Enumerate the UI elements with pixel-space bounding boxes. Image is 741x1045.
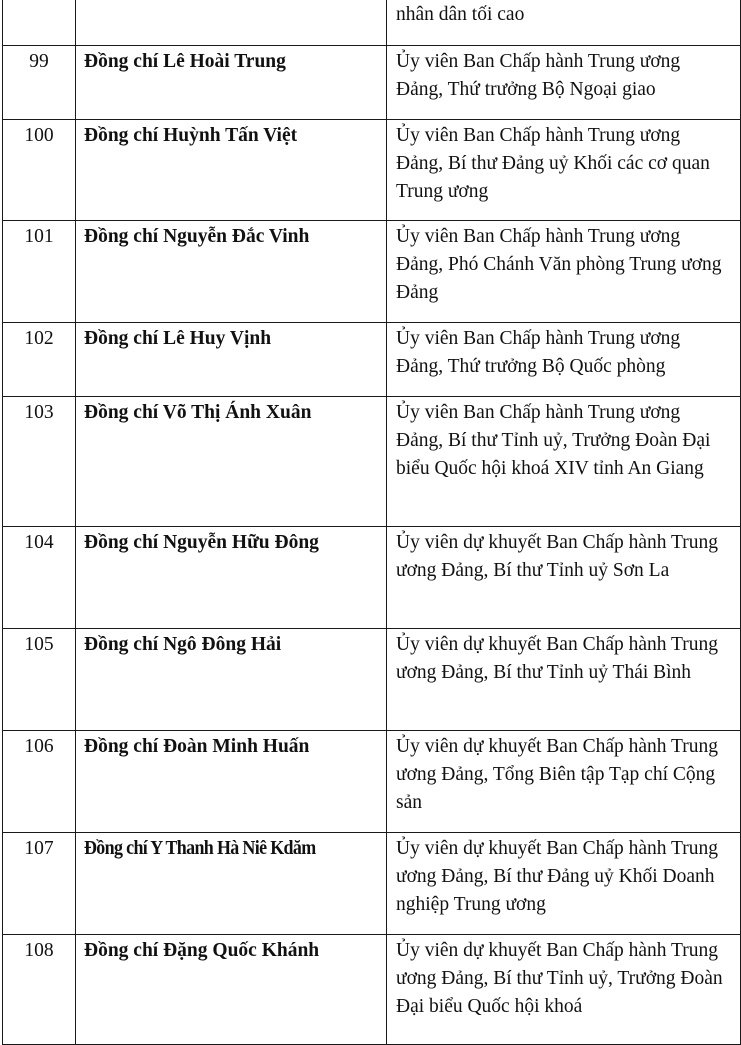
row-number: 106: [3, 731, 76, 833]
member-name: Đồng chí Lê Huy Vịnh: [76, 323, 387, 397]
member-name: Đồng chí Huỳnh Tấn Việt: [76, 120, 387, 221]
table-row: [3, 731, 741, 833]
table-row: [3, 120, 741, 221]
member-position: Ủy viên dự khuyết Ban Chấp hành Trung ương Đảng, Tổng Biên tập Tạp chí Cộng sản: [387, 731, 741, 833]
member-position: Ủy viên Ban Chấp hành Trung ương Đảng, Phó Chánh Văn phòng Trung ương Đảng: [387, 221, 741, 323]
row-number: 105: [3, 629, 76, 731]
member-position: Ủy viên dự khuyết Ban Chấp hành Trung ương Đảng, Bí thư Tỉnh uỷ Sơn La: [387, 527, 741, 629]
row-number: 107: [3, 833, 76, 935]
table-row: [3, 527, 741, 629]
member-position: nhân dân tối cao: [387, 0, 741, 46]
member-name: Đồng chí Đoàn Minh Huấn: [76, 731, 387, 833]
member-name: [76, 833, 387, 935]
row-number: 100: [3, 120, 76, 221]
member-name: Đồng chí Lê Hoài Trung: [76, 46, 387, 120]
table-row: [3, 397, 741, 527]
member-name: Đồng chí Nguyễn Đắc Vinh: [76, 221, 387, 323]
members-table: [2, 0, 741, 1045]
member-name: [76, 0, 387, 46]
row-number: 99: [3, 46, 76, 120]
table-row: [3, 323, 741, 397]
member-position: Ủy viên Ban Chấp hành Trung ương Đảng, Thứ trưởng Bộ Ngoại giao: [387, 46, 741, 120]
member-name: Đồng chí Võ Thị Ánh Xuân: [76, 397, 387, 527]
table-row: [3, 46, 741, 120]
member-position: Ủy viên Ban Chấp hành Trung ương Đảng, Thứ trưởng Bộ Quốc phòng: [387, 323, 741, 397]
member-name-text: Đồng chí Y Thanh Hà Niê Kdăm: [84, 838, 316, 859]
row-number: 104: [3, 527, 76, 629]
member-position: Ủy viên Ban Chấp hành Trung ương Đảng, Bí thư Tỉnh uỷ, Trưởng Đoàn Đại biểu Quốc hội khoá XIV tỉnh An Giang: [387, 397, 741, 527]
row-number: 101: [3, 221, 76, 323]
member-name: Đồng chí Ngô Đông Hải: [76, 629, 387, 731]
member-position: Ủy viên dự khuyết Ban Chấp hành Trung ương Đảng, Bí thư Tỉnh uỷ, Trưởng Đoàn Đại biểu Quốc hội khoá: [387, 935, 741, 1045]
table-row: [3, 629, 741, 731]
table-row: [3, 0, 741, 46]
member-name: Đồng chí Nguyễn Hữu Đông: [76, 527, 387, 629]
row-number: 103: [3, 397, 76, 527]
member-position: Ủy viên dự khuyết Ban Chấp hành Trung ương Đảng, Bí thư Đảng uỷ Khối Doanh nghiệp Trung ương: [387, 833, 741, 935]
table-row: [3, 833, 741, 935]
row-number: 102: [3, 323, 76, 397]
table-row: [3, 221, 741, 323]
member-position: Ủy viên dự khuyết Ban Chấp hành Trung ương Đảng, Bí thư Tỉnh uỷ Thái Bình: [387, 629, 741, 731]
member-name: Đồng chí Đặng Quốc Khánh: [76, 935, 387, 1045]
row-number: 108: [3, 935, 76, 1045]
table-row: [3, 935, 741, 1045]
row-number: [3, 0, 76, 46]
member-position: Ủy viên Ban Chấp hành Trung ương Đảng, Bí thư Đảng uỷ Khối các cơ quan Trung ương: [387, 120, 741, 221]
